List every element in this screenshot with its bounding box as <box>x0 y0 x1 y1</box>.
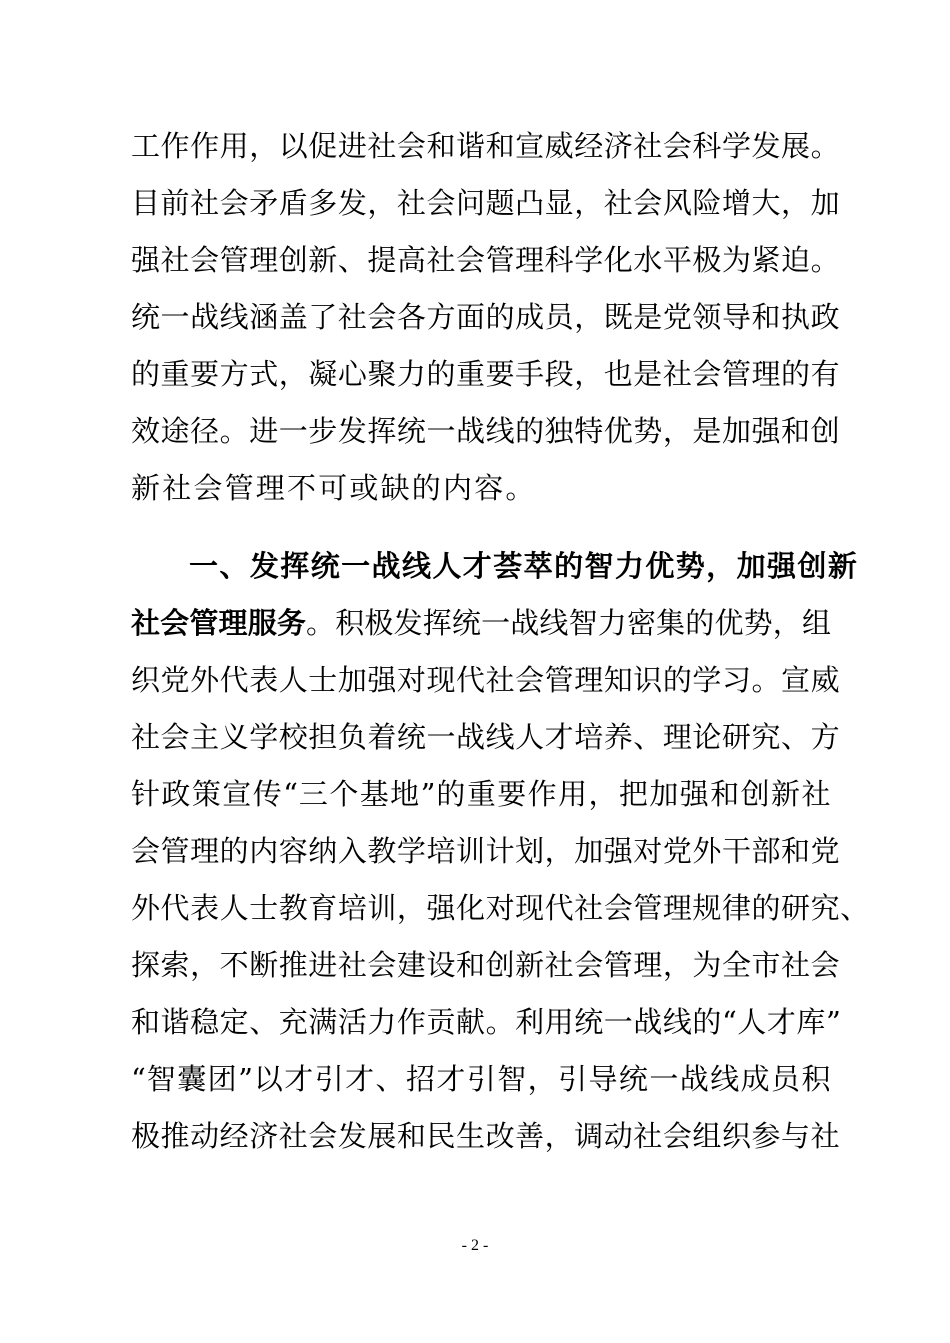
body-text-line: 针 政 策 宣 传 “ 三 个 基 地 ” 的 重 要 作 用 ， 把 加 强 和 创 新 社 <box>131 777 831 811</box>
body-text-line: 目 前 社 会 矛 盾 多 发 ， 社 会 问 题 凸 显 ， 社 会 风 险 增 大 ， 加 <box>131 186 840 220</box>
section-text: 。积极发挥统一战线智力密集的优势，组 <box>306 606 831 640</box>
body-text-line: 的 重 要 方 式 ， 凝 心 聚 力 的 重 要 手 段 ， 也 是 社 会 管 理 的 有 <box>131 357 840 391</box>
page-number: - 2 - <box>461 1237 489 1254</box>
body-text-line: 探 索 ， 不 断 推 进 社 会 建 设 和 创 新 社 会 管 理 ， 为 全 市 社 会 <box>131 948 840 982</box>
body-text-line: 社 会 主 义 学 校 担 负 着 统 一 战 线 人 才 培 养 、 理 论 研 究 、 方 <box>131 720 840 754</box>
body-text-line: 工 作 作 用 ， 以 促 进 社 会 和 谐 和 宣 威 经 济 社 会 科 学 发 展 。 <box>131 129 840 163</box>
body-text-line: 新社会管理不可或缺的内容。 <box>131 471 537 505</box>
section-heading-bold: 社会管理服务 <box>131 606 307 640</box>
body-text-line: 和 谐 稳 定 、 充 满 活 力 作 贡 献 。 利 用 统 一 战 线 的 “ 人 才 库 ” <box>131 1005 841 1039</box>
body-text-line: 织 党 外 代 表 人 士 加 强 对 现 代 社 会 管 理 知 识 的 学 习 。 宣 威 <box>131 663 840 697</box>
body-text-line: 强 社 会 管 理 创 新 、 提 高 社 会 管 理 科 学 化 水 平 极 为 紧 迫 。 <box>131 243 840 277</box>
body-text-line: 效 途 径 。 进 一 步 发 挥 统 一 战 线 的 独 特 优 势 ， 是 加 强 和 创 <box>131 414 840 448</box>
body-text-line: 外 代 表 人 士 教 育 培 训 ， 强 化 对 现 代 社 会 管 理 规 律 的 研 究 、 <box>131 891 870 925</box>
body-text-line: 极 推 动 经 济 社 会 发 展 和 民 生 改 善 ， 调 动 社 会 组 织 参 与 社 <box>131 1119 840 1153</box>
body-text-line: 会 管 理 的 内 容 纳 入 教 学 培 训 计 划 ， 加 强 对 党 外 干 部 和 党 <box>131 834 840 868</box>
body-text-line: 统 一 战 线 涵 盖 了 社 会 各 方 面 的 成 员 ， 既 是 党 领 导 和 执 政 <box>131 300 840 334</box>
body-text-line: “ 智 囊 团 ” 以 才 引 才 、 招 才 引 智 ， 引 导 统 一 战 线 成 员 积 <box>131 1062 831 1096</box>
section-heading: 一 、 发 挥 统 一 战 线 人 才 荟 萃 的 智 力 优 势 ， 加 强 创 新 <box>189 549 857 583</box>
section-heading-continuation <box>131 600 831 646</box>
